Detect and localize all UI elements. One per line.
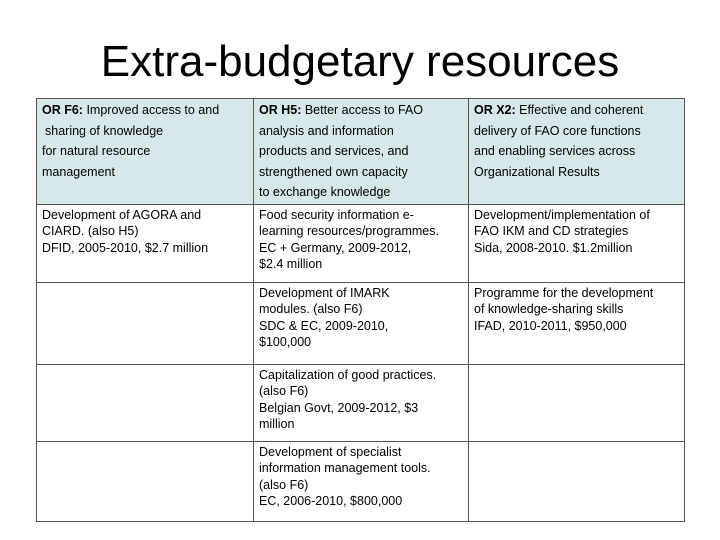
cell-text: of knowledge-sharing skills bbox=[474, 302, 624, 316]
header-text: Organizational Results bbox=[474, 164, 600, 179]
cell-text: DFID, 2005-2010, $2.7 million bbox=[42, 240, 209, 255]
cell-text: Development/implementation of bbox=[474, 207, 650, 222]
cell-text: (also F6) bbox=[259, 477, 309, 492]
cell-text: modules. (also F6) bbox=[259, 302, 363, 316]
resources-table bbox=[36, 98, 685, 522]
cell-text: IFAD, 2010-2011, $950,000 bbox=[474, 318, 627, 333]
cell-text: Development of AGORA and bbox=[42, 207, 202, 222]
cell-text: EC, 2006-2010, $800,000 bbox=[259, 494, 403, 508]
cell-text: Capitalization of good practices. bbox=[259, 367, 437, 382]
table-cell bbox=[469, 204, 685, 282]
header-code: OR F6: bbox=[42, 103, 83, 117]
cell-text: Sida, 2008-2010. $1.2million bbox=[474, 240, 633, 255]
header-code: OR X2: bbox=[474, 103, 516, 117]
header-text: to exchange knowledge bbox=[259, 185, 391, 199]
header-text: sharing of knowledge bbox=[45, 123, 164, 138]
cell-text: Food security information e- bbox=[259, 207, 414, 222]
header-text: Better access to FAO bbox=[301, 103, 423, 117]
header-text: management bbox=[42, 164, 115, 179]
header-text: for natural resource bbox=[42, 144, 151, 158]
table-cell-empty bbox=[469, 364, 685, 441]
header-text: Improved access to and bbox=[82, 103, 220, 117]
table-cell bbox=[254, 282, 469, 364]
cell-text: Programme for the development bbox=[474, 285, 654, 300]
header-cell-or-x2 bbox=[469, 99, 685, 205]
header-text: products and services, and bbox=[259, 144, 409, 158]
cell-text: Development of specialist bbox=[259, 444, 402, 459]
header-cell-or-h5 bbox=[254, 99, 469, 205]
cell-text: $2.4 million bbox=[259, 257, 323, 271]
cell-text: (also F6) bbox=[259, 384, 309, 398]
cell-text: FAO IKM and CD strategies bbox=[474, 224, 629, 238]
header-text: Effective and coherent bbox=[515, 103, 644, 117]
table-cell bbox=[37, 204, 254, 282]
table-cell-empty bbox=[37, 441, 254, 521]
cell-text: EC + Germany, 2009-2012, bbox=[259, 240, 412, 255]
table-cell bbox=[254, 204, 469, 282]
cell-text: Belgian Govt, 2009-2012, $3 bbox=[259, 400, 419, 415]
table-cell bbox=[254, 364, 469, 441]
header-cell-or-f6 bbox=[37, 99, 254, 205]
cell-text: million bbox=[259, 417, 295, 431]
header-text: delivery of FAO core functions bbox=[474, 123, 641, 138]
cell-text: SDC & EC, 2009-2010, bbox=[259, 318, 389, 333]
header-text: analysis and information bbox=[259, 123, 394, 138]
cell-text: learning resources/programmes. bbox=[259, 224, 439, 238]
table-row bbox=[37, 204, 685, 282]
cell-text: $100,000 bbox=[259, 335, 312, 349]
header-text: strengthened own capacity bbox=[259, 164, 408, 179]
header-text: and enabling services across bbox=[474, 144, 636, 158]
table-cell-empty bbox=[469, 441, 685, 521]
table-cell bbox=[254, 441, 469, 521]
table-cell-empty bbox=[37, 282, 254, 364]
header-code: OR H5: bbox=[259, 103, 302, 117]
table-row bbox=[37, 441, 685, 521]
cell-text: CIARD. (also H5) bbox=[42, 224, 139, 238]
cell-text: Development of IMARK bbox=[259, 285, 390, 300]
table-row bbox=[37, 282, 685, 364]
table-header-row bbox=[37, 99, 685, 205]
slide-title: Extra-budgetary resources bbox=[100, 37, 620, 86]
cell-text: information management tools. bbox=[259, 461, 431, 475]
table-cell bbox=[469, 282, 685, 364]
table-row bbox=[37, 364, 685, 441]
table-cell-empty bbox=[37, 364, 254, 441]
